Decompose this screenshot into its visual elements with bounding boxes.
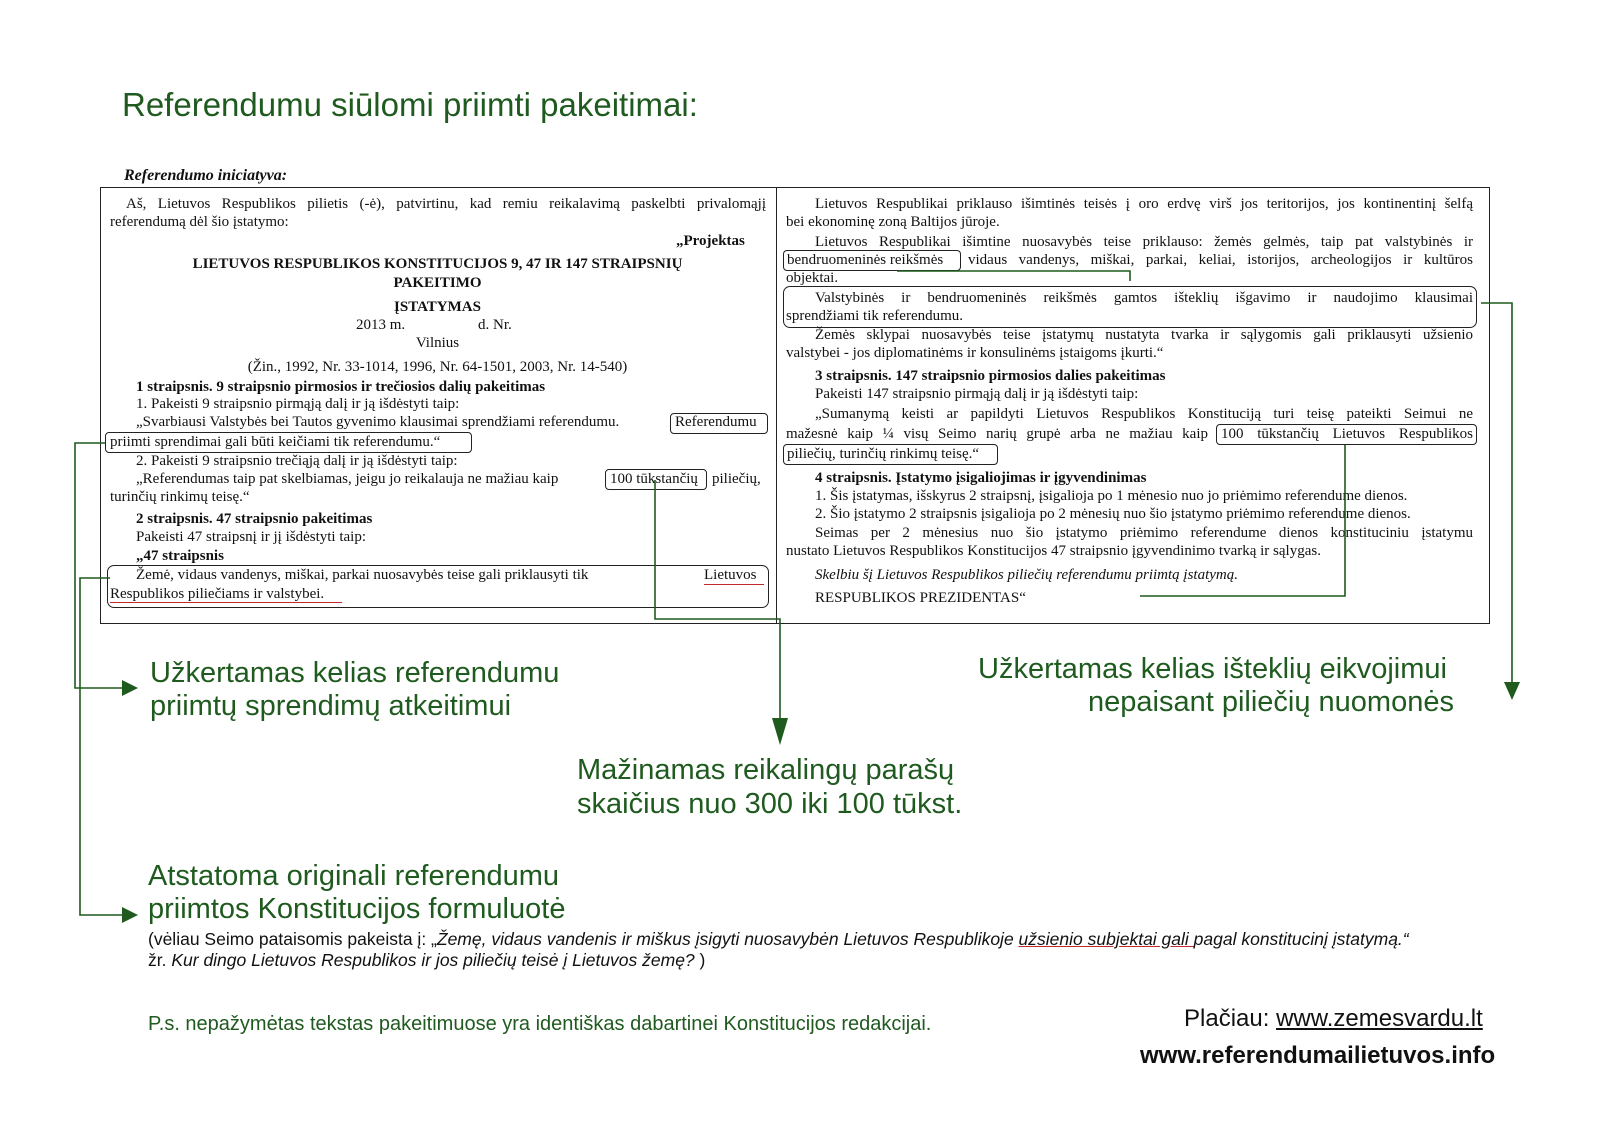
intro-line: Aš, Lietuvos Respublikos pilietis (-ė), patvirtinu, kad remiu reikalavimą paskelbti privalomąjį xyxy=(126,196,766,212)
paragraph: piliečių, xyxy=(712,471,761,487)
arrowhead xyxy=(122,907,138,923)
highlighted-text: Referendumu xyxy=(675,414,757,430)
paragraph: 2. Pakeisti 9 straipsnio trečiąją dalį ir ją išdėstyti taip: xyxy=(136,453,458,469)
footnote-quote: Žemę, vidaus vandenis ir miškus įsigyti nuosavybėn Lietuvos Respublikoje xyxy=(436,929,1019,949)
callout-left: priimtų sprendimų atkeitimui xyxy=(150,690,512,722)
law-title: ĮSTATYMAS xyxy=(394,299,481,315)
paragraph: bei ekonominę zoną Baltijos jūroje. xyxy=(786,214,1000,230)
law-title: LIETUVOS RESPUBLIKOS KONSTITUCIJOS 9, 47 IR 147 STRAIPSNIŲ xyxy=(192,256,683,272)
highlighted-text: piliečių, turinčių rinkimų teisę.“ xyxy=(787,446,980,462)
underlined-text: Respublikos piliečiams ir valstybei. xyxy=(110,586,325,602)
callout-center: skaičius nuo 300 iki 100 tūkst. xyxy=(577,788,963,820)
law-title: PAKEITIMO xyxy=(393,275,482,291)
project-label: „Projektas xyxy=(676,233,745,249)
highlighted-text: 100 tūkstančių xyxy=(610,471,698,487)
arrowhead xyxy=(772,718,788,745)
callout-left: Užkertamas kelias referendumu xyxy=(150,657,560,689)
paragraph: Lietuvos Respublikai priklauso išimtinės teisės į oro erdvę virš jos teritorijos, jos kontinentinį šelfą xyxy=(815,196,1473,212)
callout-right: Užkertamas kelias išteklių eikvojimui xyxy=(978,653,1447,685)
paragraph: objektai. xyxy=(786,270,839,286)
highlighted-text: bendruomeninės reikšmės xyxy=(787,252,944,268)
highlighted-text: 100 tūkstančių Lietuvos Respublikos xyxy=(1221,426,1473,442)
highlighted-text: sprendžiami tik referendumu. xyxy=(786,308,964,324)
article-heading: 4 straipsnis. Įstatymo įsigaliojimas ir įgyvendinimas xyxy=(815,470,1147,486)
footnote-text: ) xyxy=(694,950,706,970)
paragraph: turinčių rinkimų teisę.“ xyxy=(110,489,250,505)
highlighted-text: priimti sprendimai gali būti keičiami tik referendumu.“ xyxy=(110,434,441,450)
paragraph: 2. Šio įstatymo 2 straipsnis įsigalioja po 2 mėnesių nuo šio įstatymo priėmimo referendume dienos. xyxy=(815,506,1411,522)
paragraph: Seimas per 2 mėnesius nuo šio įstatymo priėmimo referendume dienos konstituciniu įstatymu xyxy=(815,525,1473,541)
paragraph: „Referendumas taip pat skelbiamas, jeigu jo reikalauja ne mažiau kaip xyxy=(136,471,559,487)
page-title: Referendumu siūlomi priimti pakeitimai: xyxy=(122,86,698,123)
paragraph: mažesnė kaip ¼ visų Seimo narių grupė arba ne mažiau kaip xyxy=(786,426,1208,442)
article-heading: 2 straipsnis. 47 straipsnio pakeitimas xyxy=(136,511,373,527)
subheading: „47 straipsnis xyxy=(136,548,224,564)
arrowhead xyxy=(1504,682,1520,700)
article-heading: 1 straipsnis. 9 straipsnio pirmosios ir trečiosios dalių pakeitimas xyxy=(136,379,546,395)
footnote-underlined: užsienio subjektai gali xyxy=(1018,929,1194,949)
paragraph: vidaus vandenys, miškai, parkai, keliai, istorijos, archeologijos ir kultūros xyxy=(968,252,1473,268)
callout-right: nepaisant piliečių nuomonės xyxy=(1088,686,1454,718)
date-year: 2013 m. xyxy=(356,317,406,333)
callout-bottom: Atstatoma originali referendumu xyxy=(148,860,560,892)
city: Vilnius xyxy=(415,335,460,351)
paragraph: „Svarbiausi Valstybės bei Tautos gyvenimo klausimai sprendžiami referendumu. xyxy=(136,414,620,430)
footnote-text: (vėliau Seimo pataisomis pakeista į: „ xyxy=(148,929,437,949)
more-label: Plačiau: xyxy=(1184,1005,1277,1032)
site-url-link[interactable]: www.referendumailietuvos.info xyxy=(1140,1042,1496,1069)
paragraph: 1. Šis įstatymas, išskyrus 2 straipsnį, įsigalioja po 1 mėnesio nuo jo priėmimo referendume dienos. xyxy=(815,488,1408,504)
president-signature: RESPUBLIKOS PREZIDENTAS“ xyxy=(815,590,1026,606)
callout-bottom: priimtos Konstitucijos formuluotė xyxy=(148,893,566,925)
highlighted-text: Žemė, vidaus vandenys, miškai, parkai nuosavybės teise gali priklausyti tik xyxy=(136,567,589,583)
paragraph: Lietuvos Respublikai išimtine nuosavybės teise priklauso: žemės gelmės, taip pat valstybinės ir xyxy=(815,234,1473,250)
paragraph: valstybei - jos diplomatinėms ir konsulinėms įstaigoms įkurti.“ xyxy=(786,345,1164,361)
paragraph: Pakeisti 147 straipsnio pirmąją dalį ir ją išdėstyti taip: xyxy=(815,386,1139,402)
date-number: d. Nr. xyxy=(478,317,512,333)
paragraph: Žemės sklypai nuosavybės teise įstatymų nustatyta tvarka ir sąlygomis gali priklausyti užsienio xyxy=(815,327,1473,343)
gazette-reference: (Žin., 1992, Nr. 33-1014, 1996, Nr. 64-1501, 2003, Nr. 14-540) xyxy=(247,359,628,375)
paragraph: „Sumanymą keisti ar papildyti Lietuvos Respublikos Konstituciją turi teisę pateikti Seimui ne xyxy=(815,406,1473,422)
zemesvardu-link[interactable]: www.zemesvardu.lt xyxy=(1276,1005,1483,1032)
underlined-text: Lietuvos xyxy=(704,567,757,583)
footnote-link[interactable]: Kur dingo Lietuvos Respublikos ir jos piliečių teisė į Lietuvos žemę? xyxy=(171,950,695,970)
initiative-label: Referendumo iniciatyva: xyxy=(124,167,288,184)
footnote-text: žr. xyxy=(148,950,172,970)
footnote-quote: pagal konstitucinį įstatymą.“ xyxy=(1193,929,1409,949)
paragraph: nustato Lietuvos Respublikos Konstitucijos 47 straipsnio įgyvendinimo tvarką ir sąlygas. xyxy=(786,543,1321,559)
highlighted-text: Valstybinės ir bendruomeninės reikšmės gamtos išteklių išgavimo ir naudojimo klausimai xyxy=(815,290,1473,306)
promulgation-text: Skelbiu šį Lietuvos Respublikos piliečių referendumu priimtą įstatymą. xyxy=(815,567,1238,583)
intro-line: referendumą dėl šio įstatymo: xyxy=(110,214,289,230)
paragraph: Pakeisti 47 straipsnį ir jį išdėstyti taip: xyxy=(136,529,366,545)
callout-center: Mažinamas reikalingų parašų xyxy=(577,754,955,786)
more-info xyxy=(1184,1005,1483,1033)
arrowhead xyxy=(122,680,138,696)
footnote xyxy=(148,929,1409,971)
paragraph: 1. Pakeisti 9 straipsnio pirmąją dalį ir ją išdėstyti taip: xyxy=(136,396,460,412)
article-heading: 3 straipsnis. 147 straipsnio pirmosios dalies pakeitimas xyxy=(815,368,1166,384)
ps-note: P.s. nepažymėtas tekstas pakeitimuose yra identiškas dabartinei Konstitucijos redakcijai. xyxy=(148,1013,932,1035)
